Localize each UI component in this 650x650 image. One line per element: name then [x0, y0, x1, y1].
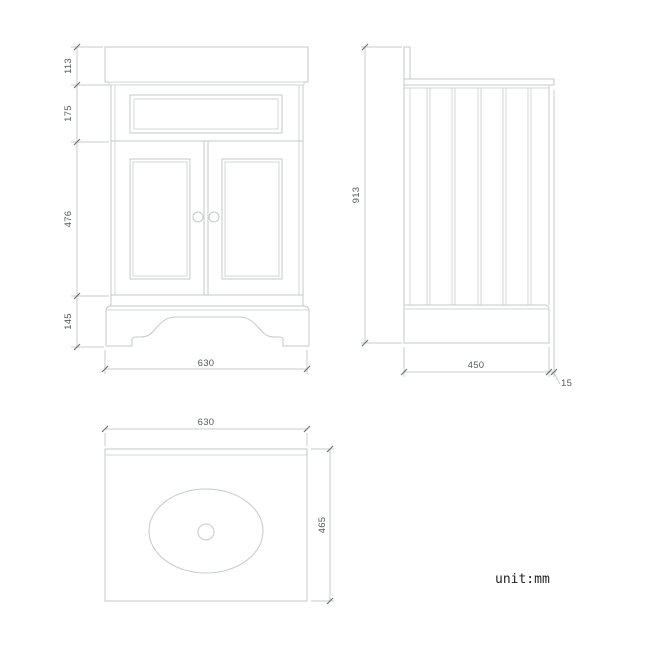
dim-label-countertop-height: 113: [63, 57, 74, 75]
dim-label-top-width: 630: [197, 417, 215, 428]
dim-label-door-height: 476: [63, 210, 74, 228]
unit-note: unit:mm: [495, 572, 550, 587]
side-view: [404, 47, 554, 343]
dim-label-side-height: 913: [351, 186, 362, 204]
dim-label-top-depth: 465: [317, 516, 328, 534]
countertop-lip: [109, 82, 304, 85]
drawer-panel-outer: [130, 95, 282, 133]
left-door-panel-inner: [133, 162, 187, 276]
dim-label-plinth-height: 145: [63, 313, 74, 330]
dim-label-side-depth: 450: [467, 360, 485, 371]
countertop-side: [404, 79, 554, 85]
front-view: [105, 47, 309, 346]
plinth-apron-cutout: [106, 317, 309, 346]
door-knob-left: [193, 212, 203, 222]
dim-label-overhang: 15: [561, 378, 573, 389]
countertop-front: [105, 47, 308, 82]
dim-label-front-width: 630: [197, 358, 215, 369]
countertop-plan: [105, 449, 307, 601]
beadboard-planks: [427, 88, 531, 305]
left-door-panel-outer: [130, 159, 190, 279]
basin-ellipse: [149, 489, 263, 573]
upstand-side: [404, 47, 410, 79]
plinth-side: [404, 305, 549, 343]
dim-label-drawer-height: 175: [63, 105, 74, 122]
side-view-dimensions: [351, 44, 572, 389]
leader-line: [554, 373, 560, 384]
drawer-panel-inner: [134, 99, 278, 129]
plinth-outline: [106, 306, 309, 346]
top-view: [105, 449, 307, 601]
top-view-dimensions: [102, 417, 334, 604]
door-knob-right: [209, 212, 219, 222]
right-door-panel-inner: [225, 162, 279, 276]
drain-hole: [198, 524, 214, 540]
right-door-panel-outer: [222, 159, 282, 279]
